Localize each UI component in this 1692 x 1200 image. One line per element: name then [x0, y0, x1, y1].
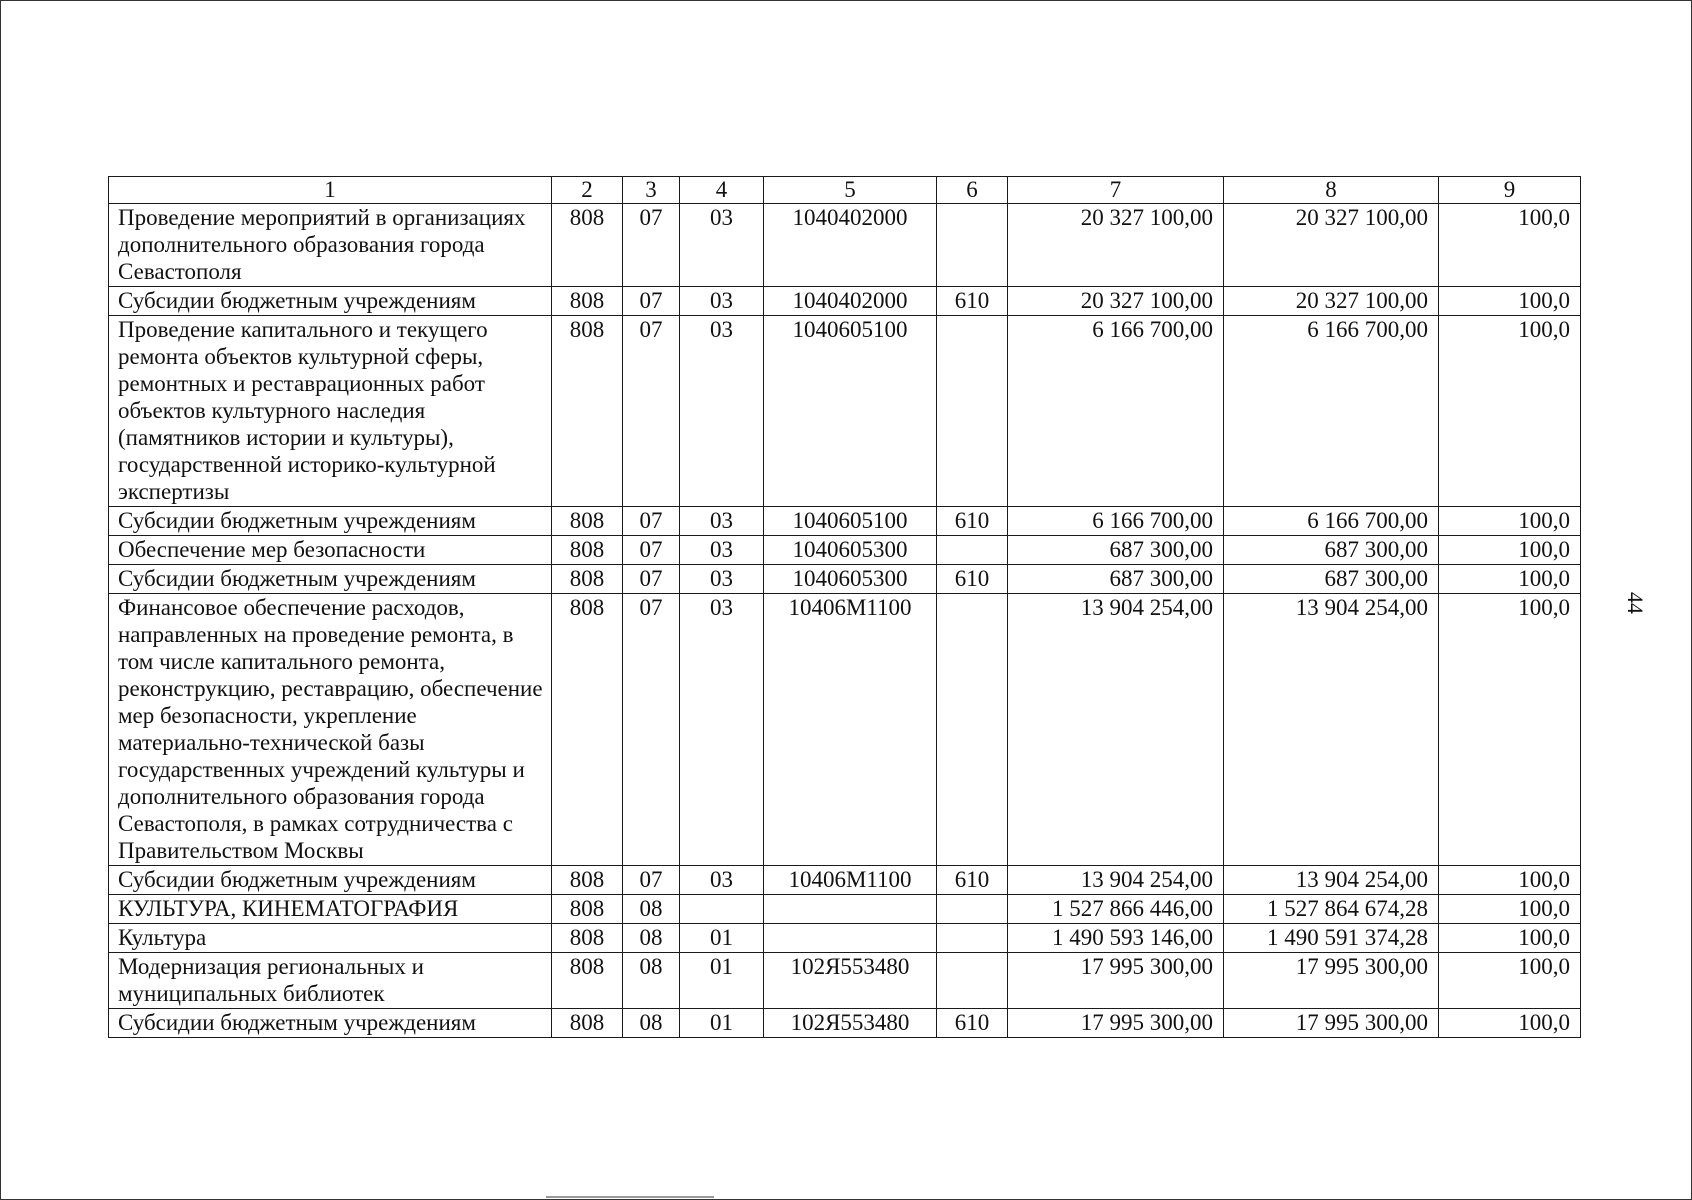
- row-name-cell: Субсидии бюджетным учреждениям: [109, 1009, 552, 1038]
- row-plan-cell: 687 300,00: [1008, 565, 1224, 594]
- row-plan-cell: 20 327 100,00: [1008, 287, 1224, 316]
- row-name-cell: Культура: [109, 924, 552, 953]
- row-type-cell: [937, 953, 1008, 1009]
- row-name-cell: Проведение мероприятий в организациях дополнительного образования города Севастополя: [109, 204, 552, 287]
- row-ved-cell: 808: [552, 866, 623, 895]
- row-plan-cell: 20 327 100,00: [1008, 204, 1224, 287]
- row-name-cell: Обеспечение мер безопасности: [109, 536, 552, 565]
- row-name-cell: Субсидии бюджетным учреждениям: [109, 866, 552, 895]
- row-plan-cell: 1 490 593 146,00: [1008, 924, 1224, 953]
- row-type-cell: [937, 924, 1008, 953]
- row-type-cell: [937, 204, 1008, 287]
- row-type-cell: [937, 536, 1008, 565]
- row-actual-cell: 20 327 100,00: [1224, 287, 1439, 316]
- row-section-cell: 07: [623, 594, 680, 866]
- header-cell: 3: [623, 177, 680, 204]
- row-percent-cell: 100,0: [1439, 924, 1581, 953]
- row-ved-cell: 808: [552, 594, 623, 866]
- table-row: [109, 536, 1581, 565]
- row-section-cell: 08: [623, 895, 680, 924]
- row-subsection-cell: 03: [680, 536, 764, 565]
- row-plan-cell: 6 166 700,00: [1008, 316, 1224, 507]
- row-percent-cell: 100,0: [1439, 316, 1581, 507]
- table-row: [109, 204, 1581, 287]
- row-ved-cell: 808: [552, 316, 623, 507]
- row-target-cell: 102Я553480: [764, 953, 937, 1009]
- row-actual-cell: 13 904 254,00: [1224, 594, 1439, 866]
- row-type-cell: 610: [937, 866, 1008, 895]
- row-actual-cell: 687 300,00: [1224, 536, 1439, 565]
- row-subsection-cell: 01: [680, 953, 764, 1009]
- row-target-cell: 1040402000: [764, 287, 937, 316]
- row-percent-cell: 100,0: [1439, 866, 1581, 895]
- scan-edge-mark: [546, 1196, 714, 1198]
- row-name-cell: Модернизация региональных и муниципальных библиотек: [109, 953, 552, 1009]
- page-number: 44: [1623, 592, 1648, 614]
- table-row: [109, 594, 1581, 866]
- table-row: [109, 953, 1581, 1009]
- row-section-cell: 07: [623, 287, 680, 316]
- row-plan-cell: 6 166 700,00: [1008, 507, 1224, 536]
- row-plan-cell: 17 995 300,00: [1008, 1009, 1224, 1038]
- row-percent-cell: 100,0: [1439, 507, 1581, 536]
- row-section-cell: 07: [623, 565, 680, 594]
- header-cell: 6: [937, 177, 1008, 204]
- row-subsection-cell: 03: [680, 204, 764, 287]
- row-actual-cell: 687 300,00: [1224, 565, 1439, 594]
- row-section-cell: 08: [623, 924, 680, 953]
- row-subsection-cell: 03: [680, 866, 764, 895]
- table-row: [109, 895, 1581, 924]
- row-percent-cell: 100,0: [1439, 204, 1581, 287]
- row-ved-cell: 808: [552, 287, 623, 316]
- row-name-cell: Финансовое обеспечение расходов, направленных на проведение ремонта, в том числе капитального ремонта, реконструкцию, реставрацию, обеспечение мер безопасности, укрепление материально-технической базы государственных учреждений культуры и дополнительного образования города Севастополя, в рамках сотрудничества с Правительством Москвы: [109, 594, 552, 866]
- row-type-cell: [937, 895, 1008, 924]
- row-actual-cell: 1 490 591 374,28: [1224, 924, 1439, 953]
- row-type-cell: 610: [937, 507, 1008, 536]
- row-plan-cell: 13 904 254,00: [1008, 866, 1224, 895]
- row-section-cell: 07: [623, 316, 680, 507]
- table-row: [109, 1009, 1581, 1038]
- row-plan-cell: 1 527 866 446,00: [1008, 895, 1224, 924]
- row-percent-cell: 100,0: [1439, 594, 1581, 866]
- row-type-cell: [937, 316, 1008, 507]
- row-section-cell: 07: [623, 204, 680, 287]
- row-target-cell: [764, 924, 937, 953]
- row-percent-cell: 100,0: [1439, 895, 1581, 924]
- row-ved-cell: 808: [552, 953, 623, 1009]
- row-section-cell: 07: [623, 866, 680, 895]
- row-ved-cell: 808: [552, 895, 623, 924]
- row-target-cell: 1040605100: [764, 316, 937, 507]
- row-percent-cell: 100,0: [1439, 287, 1581, 316]
- row-subsection-cell: 01: [680, 924, 764, 953]
- row-percent-cell: 100,0: [1439, 1009, 1581, 1038]
- row-subsection-cell: [680, 895, 764, 924]
- row-type-cell: [937, 594, 1008, 866]
- table-row: [109, 287, 1581, 316]
- header-cell: 2: [552, 177, 623, 204]
- row-name-cell: Субсидии бюджетным учреждениям: [109, 507, 552, 536]
- header-cell: 4: [680, 177, 764, 204]
- header-cell: 1: [109, 177, 552, 204]
- row-percent-cell: 100,0: [1439, 565, 1581, 594]
- row-subsection-cell: 03: [680, 565, 764, 594]
- row-type-cell: 610: [937, 565, 1008, 594]
- row-target-cell: 102Я553480: [764, 1009, 937, 1038]
- row-actual-cell: 20 327 100,00: [1224, 204, 1439, 287]
- row-actual-cell: 17 995 300,00: [1224, 1009, 1439, 1038]
- row-name-cell: Проведение капитального и текущего ремонта объектов культурной сферы, ремонтных и реставрационных работ объектов культурного наследия (памятников истории и культуры), государственной историко-культурной экспертизы: [109, 316, 552, 507]
- table-row: [109, 565, 1581, 594]
- row-percent-cell: 100,0: [1439, 953, 1581, 1009]
- row-target-cell: [764, 895, 937, 924]
- row-name-cell: КУЛЬТУРА, КИНЕМАТОГРАФИЯ: [109, 895, 552, 924]
- row-subsection-cell: 01: [680, 1009, 764, 1038]
- row-section-cell: 07: [623, 536, 680, 565]
- row-target-cell: 1040605300: [764, 536, 937, 565]
- table-row: [109, 866, 1581, 895]
- row-ved-cell: 808: [552, 1009, 623, 1038]
- table-header-row: [109, 177, 1581, 204]
- header-cell: 8: [1224, 177, 1439, 204]
- budget-table: [108, 176, 1581, 1038]
- table-row: [109, 507, 1581, 536]
- header-cell: 9: [1439, 177, 1581, 204]
- row-section-cell: 07: [623, 507, 680, 536]
- row-subsection-cell: 03: [680, 316, 764, 507]
- row-plan-cell: 687 300,00: [1008, 536, 1224, 565]
- row-actual-cell: 6 166 700,00: [1224, 316, 1439, 507]
- row-subsection-cell: 03: [680, 287, 764, 316]
- row-actual-cell: 6 166 700,00: [1224, 507, 1439, 536]
- table-row: [109, 316, 1581, 507]
- header-cell: 5: [764, 177, 937, 204]
- row-target-cell: 10406М1100: [764, 594, 937, 866]
- row-target-cell: 10406М1100: [764, 866, 937, 895]
- row-section-cell: 08: [623, 1009, 680, 1038]
- row-target-cell: 1040605300: [764, 565, 937, 594]
- table-row: [109, 924, 1581, 953]
- row-ved-cell: 808: [552, 565, 623, 594]
- row-actual-cell: 1 527 864 674,28: [1224, 895, 1439, 924]
- row-section-cell: 08: [623, 953, 680, 1009]
- row-name-cell: Субсидии бюджетным учреждениям: [109, 565, 552, 594]
- row-actual-cell: 17 995 300,00: [1224, 953, 1439, 1009]
- row-type-cell: 610: [937, 287, 1008, 316]
- row-ved-cell: 808: [552, 536, 623, 565]
- row-plan-cell: 13 904 254,00: [1008, 594, 1224, 866]
- row-ved-cell: 808: [552, 924, 623, 953]
- row-ved-cell: 808: [552, 507, 623, 536]
- row-name-cell: Субсидии бюджетным учреждениям: [109, 287, 552, 316]
- row-type-cell: 610: [937, 1009, 1008, 1038]
- row-target-cell: 1040605100: [764, 507, 937, 536]
- header-cell: 7: [1008, 177, 1224, 204]
- row-subsection-cell: 03: [680, 594, 764, 866]
- row-plan-cell: 17 995 300,00: [1008, 953, 1224, 1009]
- row-target-cell: 1040402000: [764, 204, 937, 287]
- row-actual-cell: 13 904 254,00: [1224, 866, 1439, 895]
- row-percent-cell: 100,0: [1439, 536, 1581, 565]
- row-ved-cell: 808: [552, 204, 623, 287]
- row-subsection-cell: 03: [680, 507, 764, 536]
